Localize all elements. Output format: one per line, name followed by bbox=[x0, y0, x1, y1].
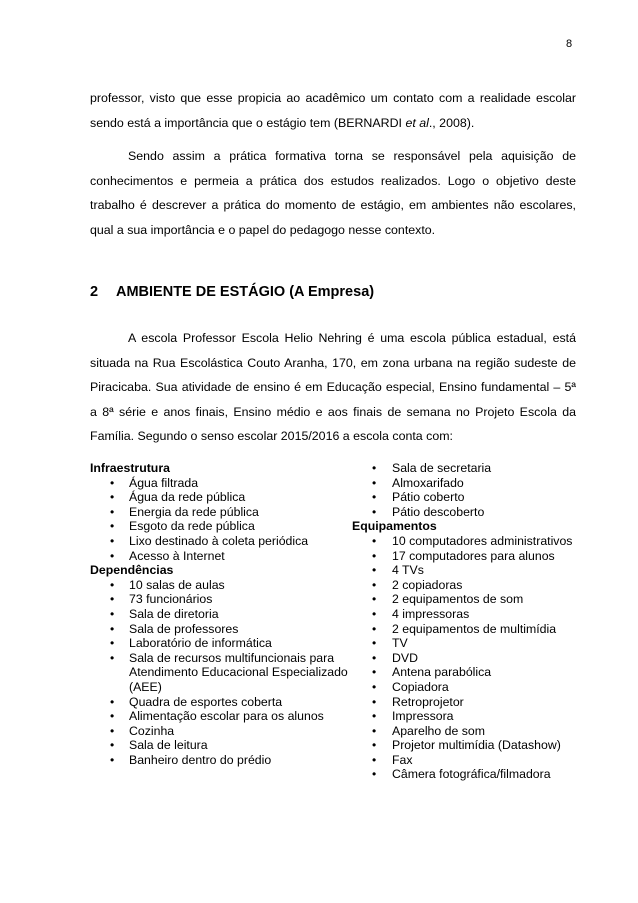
list-item-text: Acesso à Internet bbox=[129, 548, 225, 563]
bullet-icon: • bbox=[372, 723, 377, 738]
list-item-text: Retroprojetor bbox=[392, 694, 464, 709]
list-item bbox=[90, 505, 360, 520]
list-item bbox=[352, 592, 592, 607]
list-item bbox=[352, 563, 592, 578]
list-item-text: 4 TVs bbox=[392, 563, 424, 578]
list-item bbox=[90, 738, 360, 753]
bullet-icon: • bbox=[110, 577, 115, 592]
list-item bbox=[352, 578, 592, 593]
list-item-text: 4 impressoras bbox=[392, 606, 470, 621]
paragraph-intro-text: professor, visto que esse propicia ao acadêmico um contato com a realidade escolar sendo está a importância que o estágio tem (BERNARDI bbox=[90, 91, 576, 130]
list-item bbox=[352, 767, 592, 782]
bullet-icon: • bbox=[110, 606, 115, 621]
bullet-icon: • bbox=[110, 533, 115, 548]
list-item-text: Aparelho de som bbox=[392, 723, 485, 738]
right-column bbox=[352, 461, 592, 782]
list-item bbox=[90, 695, 360, 710]
list-item bbox=[90, 476, 360, 491]
bullet-icon: • bbox=[110, 636, 115, 651]
bullet-icon: • bbox=[110, 694, 115, 709]
list-item-text: Laboratório de informática bbox=[129, 636, 272, 651]
bullet-icon: • bbox=[110, 548, 115, 563]
paragraph-school-description: A escola Professor Escola Helio Nehring é uma escola pública estadual, está situada na Rua Escolástica Couto Aranha, 170, em zona urbana na região sudeste de Piracicaba. Sua atividade de ensino é em Educação especial, Ensino fundamental – 5ª a 8ª série e anos finais, Ensino médio e aos finais de semana no Projeto Escola da Família. Segundo o senso escolar 2015/2016 a escola conta com: bbox=[90, 331, 576, 443]
list-item-text: Sala de professores bbox=[129, 621, 239, 636]
list-item-text: Água filtrada bbox=[129, 475, 199, 490]
bullet-icon: • bbox=[372, 679, 377, 694]
list-item bbox=[352, 724, 592, 739]
list-item-text: Esgoto da rede pública bbox=[129, 519, 255, 534]
list-item-text: Energia da rede pública bbox=[129, 504, 259, 519]
bullet-icon: • bbox=[372, 490, 377, 505]
list-item bbox=[352, 622, 592, 637]
bullet-icon: • bbox=[110, 519, 115, 534]
list-item bbox=[352, 651, 592, 666]
dependencias-title: Dependências bbox=[90, 563, 174, 578]
list-item bbox=[352, 665, 592, 680]
equipamentos-list bbox=[352, 534, 592, 782]
list-item bbox=[352, 534, 592, 549]
list-item-text: 2 equipamentos de som bbox=[392, 592, 524, 607]
bullet-icon: • bbox=[372, 475, 377, 490]
section-heading bbox=[90, 284, 374, 300]
bullet-icon: • bbox=[372, 767, 377, 782]
list-item bbox=[352, 490, 592, 505]
list-item bbox=[352, 607, 592, 622]
list-item-text: Lixo destinado à coleta periódica bbox=[129, 533, 309, 548]
list-item bbox=[352, 476, 592, 491]
list-item bbox=[352, 753, 592, 768]
dependencias-cont-list bbox=[352, 461, 592, 519]
paragraph-intro bbox=[90, 86, 576, 135]
list-item-text: Pátio descoberto bbox=[392, 504, 485, 519]
paragraph-objective: Sendo assim a prática formativa torna se responsável pela aquisição de conhecimentos e permeia a prática dos estudos realizados. Logo o objetivo deste trabalho é descrever a prática do momento de estágio, em ambientes não escolares, qual a sua importância e o papel do pedagogo nesse contexto. bbox=[90, 149, 576, 237]
list-item bbox=[90, 607, 360, 622]
bullet-icon: • bbox=[372, 563, 377, 578]
bullet-icon: • bbox=[372, 577, 377, 592]
list-item bbox=[90, 622, 360, 637]
list-item bbox=[352, 709, 592, 724]
list-item bbox=[90, 490, 360, 505]
list-item-text: Sala de secretaria bbox=[392, 461, 492, 475]
bullet-icon: • bbox=[372, 709, 377, 724]
bullet-icon: • bbox=[372, 752, 377, 767]
list-item-text: Sala de diretoria bbox=[129, 606, 219, 621]
bullet-icon: • bbox=[110, 490, 115, 505]
infraestrutura-title: Infraestrutura bbox=[90, 461, 170, 475]
list-item-text: 73 funcionários bbox=[129, 592, 213, 607]
bullet-icon: • bbox=[372, 694, 377, 709]
list-item-text: Alimentação escolar para os alunos bbox=[129, 709, 324, 724]
list-item-text: Almoxarifado bbox=[392, 475, 464, 490]
list-item-text: Água da rede pública bbox=[129, 490, 246, 505]
list-item-text: Fax bbox=[392, 752, 413, 767]
list-item bbox=[352, 636, 592, 651]
list-item-text: Cozinha bbox=[129, 723, 175, 738]
page-number: 8 bbox=[566, 38, 573, 50]
list-item bbox=[90, 578, 360, 593]
bullet-icon: • bbox=[372, 461, 377, 475]
bullet-icon: • bbox=[110, 592, 115, 607]
bullet-icon: • bbox=[110, 752, 115, 767]
list-item-text: Sala de leitura bbox=[129, 738, 208, 753]
citation-end: ., 2008). bbox=[428, 115, 475, 130]
list-item-text: 2 copiadoras bbox=[392, 577, 463, 592]
list-item-text: Antena parabólica bbox=[392, 665, 492, 680]
list-item-text: Câmera fotográfica/filmadora bbox=[392, 767, 551, 782]
list-item bbox=[352, 738, 592, 753]
bullet-icon: • bbox=[372, 621, 377, 636]
bullet-icon: • bbox=[372, 665, 377, 680]
equipamentos-title: Equipamentos bbox=[352, 519, 437, 534]
section-title: AMBIENTE DE ESTÁGIO (A Empresa) bbox=[116, 284, 375, 300]
list-item-text: Copiadora bbox=[392, 679, 449, 694]
list-item bbox=[90, 753, 360, 768]
left-column bbox=[90, 461, 360, 767]
list-item bbox=[90, 709, 360, 724]
list-item bbox=[90, 549, 360, 564]
list-item-text: 17 computadores para alunos bbox=[392, 548, 555, 563]
list-item-text: TV bbox=[392, 636, 408, 651]
bullet-icon: • bbox=[372, 533, 377, 548]
infraestrutura-list bbox=[90, 476, 360, 564]
list-item bbox=[90, 534, 360, 549]
list-item-text: 10 salas de aulas bbox=[129, 577, 225, 592]
list-item bbox=[90, 592, 360, 607]
bullet-icon: • bbox=[372, 650, 377, 665]
list-item bbox=[90, 651, 360, 695]
list-item-text: Impressora bbox=[392, 709, 454, 724]
bullet-icon: • bbox=[110, 650, 115, 665]
bullet-icon: • bbox=[110, 621, 115, 636]
list-item-text: Sala de recursos multifuncionais para Atendimento Educacional Especializado (AEE) bbox=[129, 650, 348, 694]
list-item-text: DVD bbox=[392, 650, 418, 665]
list-item bbox=[352, 505, 592, 520]
bullet-icon: • bbox=[110, 738, 115, 753]
list-item bbox=[352, 461, 592, 476]
list-item-text: 10 computadores administrativos bbox=[392, 533, 573, 548]
list-item-text: Banheiro dentro do prédio bbox=[129, 752, 272, 767]
bullet-icon: • bbox=[110, 475, 115, 490]
list-item bbox=[352, 549, 592, 564]
citation-italic: et al bbox=[405, 115, 429, 130]
bullet-icon: • bbox=[372, 636, 377, 651]
dependencias-list bbox=[90, 578, 360, 768]
list-item bbox=[352, 695, 592, 710]
list-item bbox=[352, 680, 592, 695]
bullet-icon: • bbox=[372, 548, 377, 563]
bullet-icon: • bbox=[110, 723, 115, 738]
list-item-text: Projetor multimídia (Datashow) bbox=[392, 738, 561, 753]
bullet-icon: • bbox=[372, 592, 377, 607]
bullet-icon: • bbox=[372, 504, 377, 519]
list-item bbox=[90, 519, 360, 534]
list-item-text: 2 equipamentos de multimídia bbox=[392, 621, 557, 636]
list-item-text: Pátio coberto bbox=[392, 490, 465, 505]
bullet-icon: • bbox=[110, 504, 115, 519]
list-item-text: Quadra de esportes coberta bbox=[129, 694, 283, 709]
bullet-icon: • bbox=[372, 738, 377, 753]
list-item bbox=[90, 724, 360, 739]
bullet-icon: • bbox=[372, 606, 377, 621]
section-number: 2 bbox=[90, 284, 99, 300]
list-item bbox=[90, 636, 360, 651]
bullet-icon: • bbox=[110, 709, 115, 724]
